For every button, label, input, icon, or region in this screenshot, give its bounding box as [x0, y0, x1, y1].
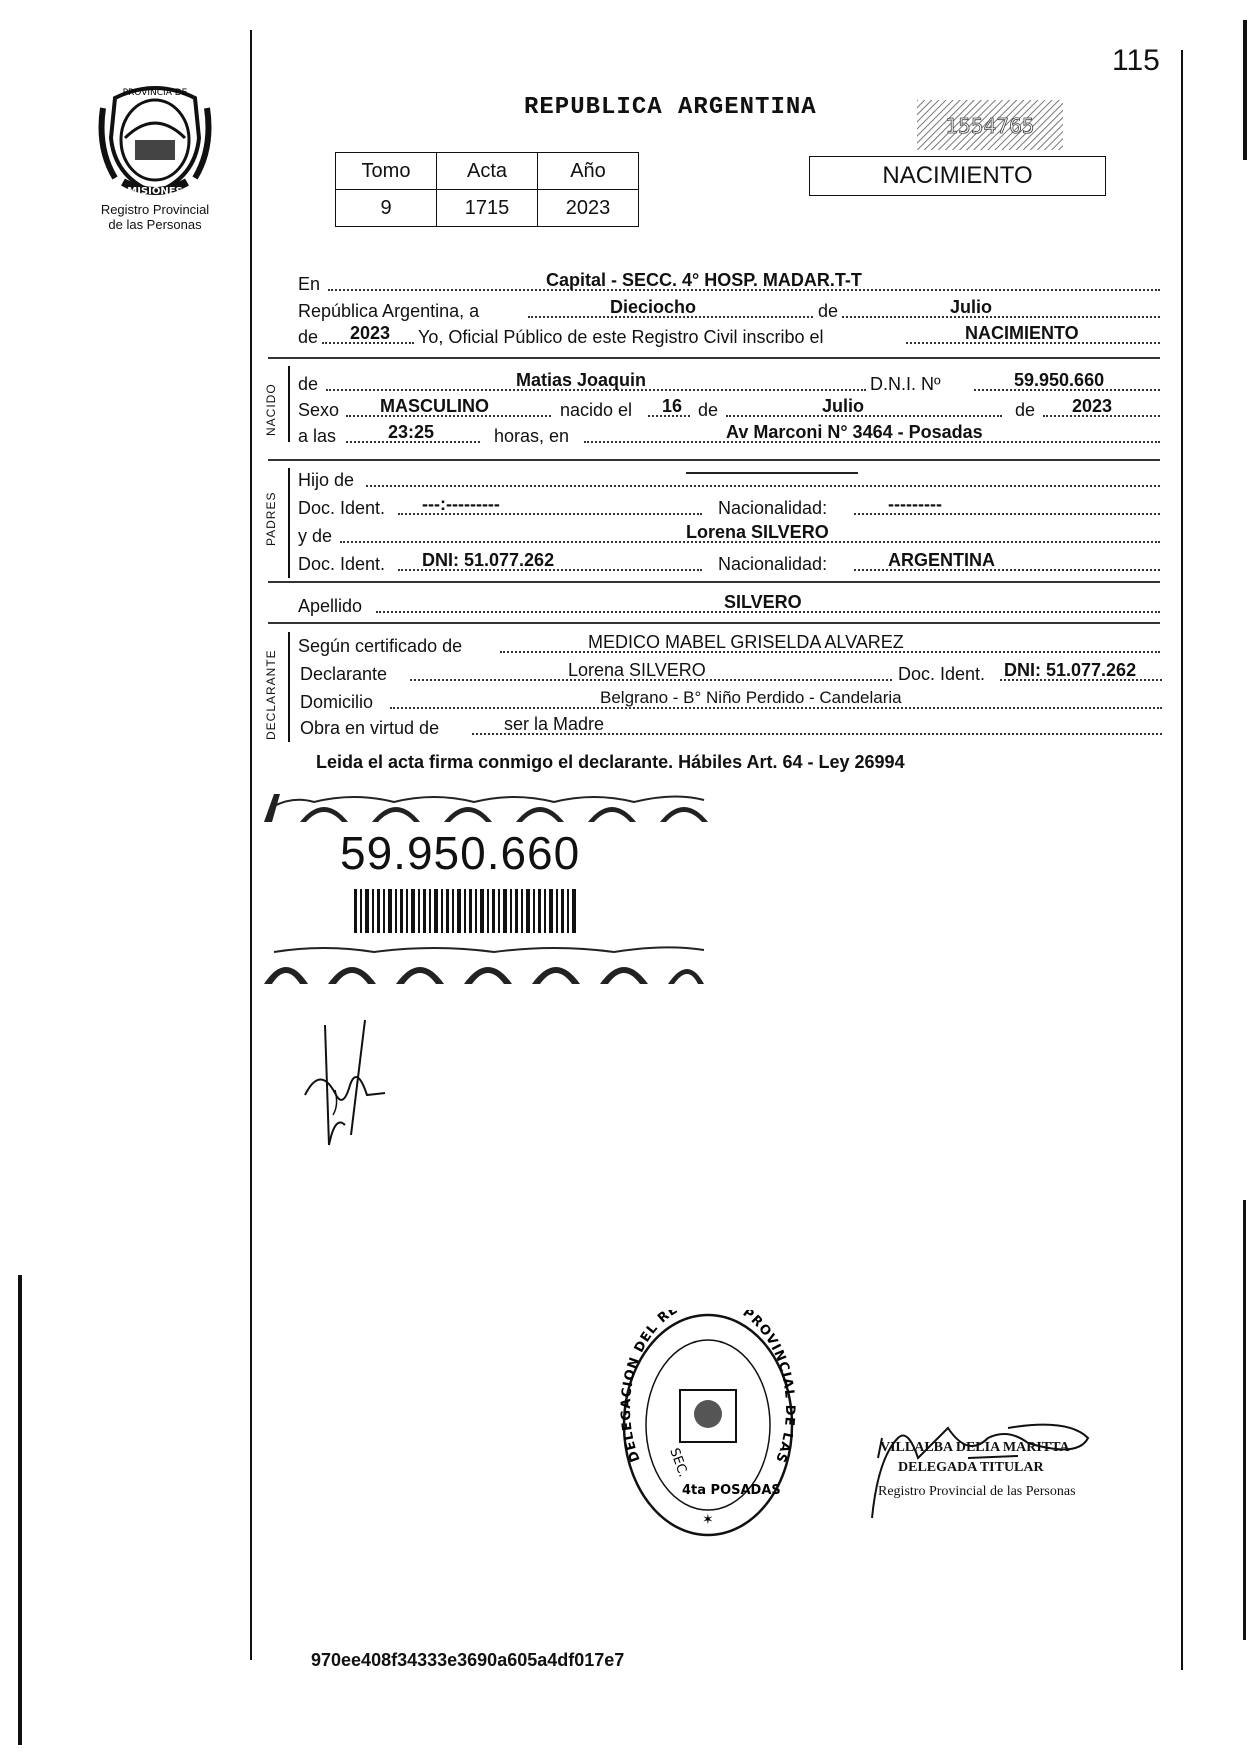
- value-lugar: Capital - SECC. 4° HOSP. MADAR.T-T: [546, 270, 862, 290]
- label-de2: de: [698, 400, 719, 420]
- row-hora: [298, 422, 1160, 446]
- label-sexo: Sexo: [298, 400, 340, 420]
- section-bracket-padres: [288, 468, 290, 578]
- security-band-bottom: [264, 944, 714, 984]
- tomo-header: Tomo: [336, 153, 437, 190]
- svg-text:1554765: 1554765: [945, 114, 1035, 138]
- dni-large-number: 59.950.660: [340, 827, 581, 879]
- row-obra-en-virtud: [300, 714, 1162, 738]
- value-inscripcion: NACIMIENTO: [965, 323, 1079, 343]
- label-doc-ident: Doc. Ident.: [298, 498, 386, 518]
- value-hora: 23:25: [388, 422, 435, 442]
- section-divider: [268, 357, 1160, 359]
- closing-statement: Leida el acta firma conmigo el declarante. Hábiles Art. 64 - Ley 26994: [316, 752, 905, 772]
- svg-text:4ta POSADAS: 4ta POSADAS: [682, 1483, 781, 1498]
- value-sexo: MASCULINO: [380, 396, 489, 416]
- row-apellido: [298, 592, 1160, 616]
- label-y-de: y de: [298, 526, 333, 546]
- page-number: 115: [1112, 44, 1160, 77]
- value-lugar-nac: Av Marconi N° 3464 - Posadas: [726, 422, 983, 442]
- signer-role: DELEGADA TITULAR: [898, 1460, 1044, 1475]
- svg-text:SEC.: SEC.: [666, 1446, 691, 1480]
- label-apellido: Apellido: [298, 596, 363, 616]
- section-divider: [268, 459, 1160, 461]
- left-edge-line: [18, 1275, 22, 1745]
- value-mes-nac: Julio: [822, 396, 865, 416]
- value-nac-madre: ARGENTINA: [888, 550, 995, 570]
- security-band-top: [264, 792, 714, 822]
- section-label-padres: PADRES: [264, 491, 278, 546]
- value-declarante: Lorena SILVERO: [568, 660, 706, 680]
- document-title: REPUBLICA ARGENTINA: [524, 94, 817, 121]
- official-round-seal: [618, 1310, 798, 1540]
- value-dia-letras: Dieciocho: [610, 297, 697, 317]
- svg-text:MISIONES: MISIONES: [127, 186, 183, 197]
- signer-name: VILLALBA DELIA MARITTA: [880, 1440, 1070, 1455]
- row-y-de: [298, 522, 1160, 546]
- barcode: [354, 889, 580, 933]
- section-divider: [268, 581, 1160, 583]
- coat-of-arms-logo: [95, 78, 215, 200]
- section-label-declarante: DECLARANTE: [264, 649, 278, 740]
- row-doc-madre: [298, 550, 1160, 574]
- row-certificado: [298, 632, 1160, 656]
- dots: [366, 485, 1160, 487]
- value-anio: 2023: [350, 323, 391, 343]
- row-declarante: [300, 660, 1162, 684]
- struck-line: [686, 472, 858, 474]
- value-madre: Lorena SILVERO: [686, 522, 829, 542]
- label-de3: de: [1015, 400, 1036, 420]
- acta-value: 1715: [437, 190, 538, 227]
- row-nombre: [298, 370, 1160, 394]
- act-type-box: NACIMIENTO: [809, 156, 1106, 196]
- label-nacido-el: nacido el: [560, 400, 633, 420]
- value-dni: 59.950.660: [1014, 370, 1105, 390]
- row-doc-padre: [298, 494, 1160, 518]
- svg-text:✶: ✶: [702, 1512, 714, 1528]
- value-dia-nac: 16: [662, 396, 683, 416]
- security-stamp: [917, 100, 1063, 150]
- section-bracket-nacido: [288, 366, 290, 442]
- value-doc-padre: ---:---------: [422, 494, 500, 514]
- label-hijo-de: Hijo de: [298, 470, 355, 490]
- value-apellido: SILVERO: [724, 592, 802, 612]
- signature-delegada: [858, 1398, 1098, 1528]
- right-margin-line: [1181, 50, 1183, 1670]
- label-republica: República Argentina, a: [298, 301, 480, 321]
- label-a-las: a las: [298, 426, 337, 446]
- value-anio-nac: 2023: [1072, 396, 1113, 416]
- signer-institution: Registro Provincial de las Personas: [878, 1484, 1076, 1499]
- value-certificado: MEDICO MABEL GRISELDA ALVAREZ: [588, 632, 904, 652]
- section-label-nacido: NACIDO: [264, 383, 278, 436]
- value-obra-en-virtud: ser la Madre: [504, 714, 605, 734]
- label-nacionalidad: Nacionalidad:: [718, 498, 828, 518]
- label-horas-en: horas, en: [494, 426, 570, 446]
- label-de-nombre: de: [298, 374, 319, 394]
- label-de-year: de: [298, 327, 319, 347]
- value-doc-declarante: DNI: 51.077.262: [1004, 660, 1137, 680]
- label-dni: D.N.I. Nº: [870, 374, 941, 394]
- label-obra-en-virtud: Obra en virtud de: [300, 718, 440, 738]
- label-yo-oficial: Yo, Oficial Público de este Registro Civil inscribo el: [418, 327, 824, 347]
- signature-registrar: [295, 1015, 395, 1155]
- row-lugar: [298, 270, 1160, 294]
- value-nombre: Matias Joaquin: [516, 370, 647, 390]
- value-nac-padre: ---------: [888, 494, 942, 514]
- section-divider: [268, 622, 1160, 624]
- row-domicilio: [300, 688, 1162, 712]
- label-de: de: [818, 301, 839, 321]
- label-segun-certificado: Según certificado de: [298, 636, 463, 656]
- logo-caption: Registro Provincial de las Personas: [100, 202, 210, 232]
- tomo-acta-table: [335, 152, 639, 227]
- row-hijo-de: [298, 466, 1160, 490]
- row-fecha: [298, 297, 1160, 321]
- value-domicilio: Belgrano - B° Niño Perdido - Candelaria: [600, 688, 902, 707]
- left-margin-line: [250, 30, 252, 1660]
- svg-text:PROVINCIA DE: PROVINCIA DE: [122, 88, 188, 98]
- svg-text:DELEGACION DEL REGISTRO PROVIN: DELEGACION DEL RE PROVINCIAL DE LAS: [618, 1310, 798, 1466]
- label-en: En: [298, 274, 321, 294]
- anio-header: Año: [538, 153, 639, 190]
- label-doc-ident3: Doc. Ident.: [898, 664, 986, 684]
- acta-header: Acta: [437, 153, 538, 190]
- dots: [842, 316, 1160, 318]
- value-mes: Julio: [950, 297, 993, 317]
- value-doc-madre: DNI: 51.077.262: [422, 550, 555, 570]
- label-domicilio: Domicilio: [300, 692, 374, 712]
- section-bracket-declarante: [288, 632, 290, 742]
- anio-value: 2023: [538, 190, 639, 227]
- row-sexo: [298, 396, 1160, 420]
- label-declarante: Declarante: [300, 664, 388, 684]
- document-hash: 970ee408f34333e3690a605a4df017e7: [311, 1650, 625, 1670]
- label-doc-ident2: Doc. Ident.: [298, 554, 386, 574]
- tomo-value: 9: [336, 190, 437, 227]
- right-edge-line-lower: [1243, 1200, 1246, 1640]
- row-inscripcion: [298, 323, 1160, 347]
- label-nacionalidad2: Nacionalidad:: [718, 554, 828, 574]
- right-edge-line: [1243, 20, 1247, 160]
